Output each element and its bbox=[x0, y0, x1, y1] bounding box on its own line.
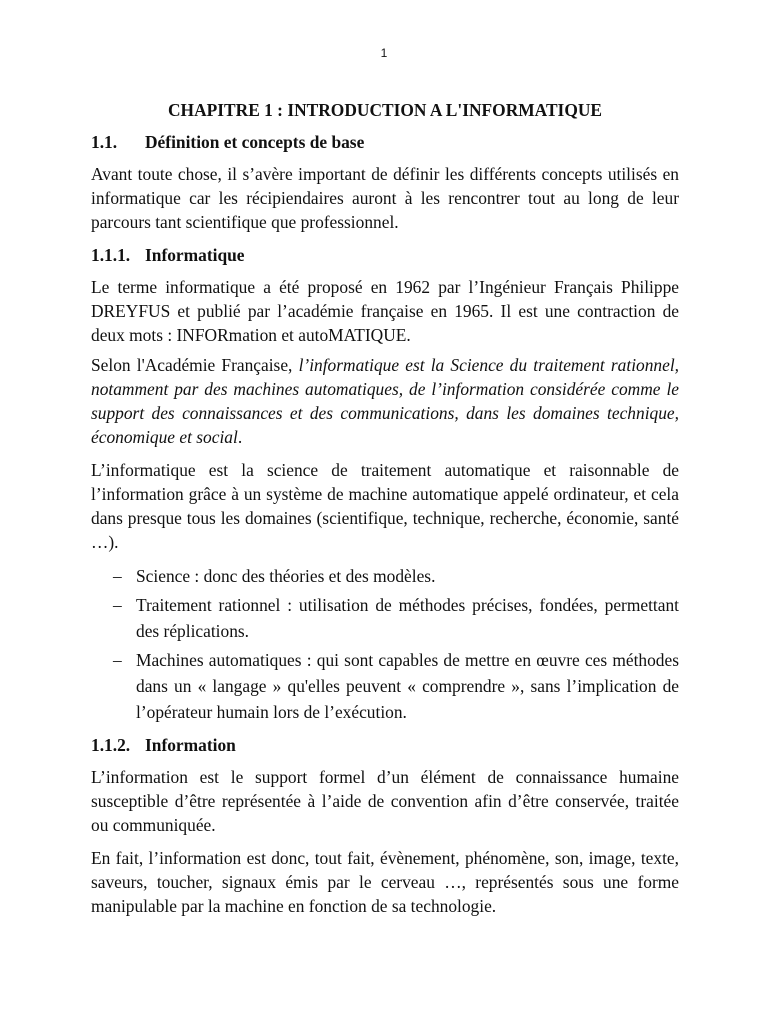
bullet-dash: – bbox=[113, 595, 122, 615]
bullet-text: Traitement rationnel : utilisation de méthodes précises, fondées, permettant des réplications. bbox=[136, 595, 679, 641]
bullet-text: Machines automatiques : qui sont capables de mettre en œuvre ces méthodes dans un « langage » qu'elles peuvent « comprendre », sans l’implication de l’opérateur humain lors de l’exécution. bbox=[136, 650, 679, 722]
definition-bullet-list bbox=[91, 563, 679, 725]
informatique-paragraph-2 bbox=[91, 353, 679, 449]
information-paragraph-1: L’information est le support formel d’un élément de connaissance humaine susceptible d’être représentée à l’aide de convention afin d’être conservée, traitée ou communiquée. bbox=[91, 767, 679, 835]
paragraph-lead: Selon l'Académie Française, bbox=[91, 355, 299, 375]
section-heading-1-1-1 bbox=[91, 243, 679, 267]
section-number: 1.1.1. bbox=[91, 245, 131, 265]
bullet-text: Science : donc des théories et des modèles. bbox=[136, 566, 436, 586]
section-heading-1-1-2 bbox=[91, 733, 679, 757]
paragraph-end: . bbox=[237, 427, 243, 447]
section-number: 1.1.2. bbox=[91, 735, 131, 755]
chapter-title: CHAPITRE 1 : INTRODUCTION A L'INFORMATIQUE bbox=[168, 100, 602, 120]
page-number: 1 bbox=[380, 46, 388, 60]
page-content bbox=[91, 98, 679, 927]
section-1-1-paragraph: Avant toute chose, il s’avère important de définir les différents concepts utilisés en informatique car les récipiendaires auront à les rencontrer tout au long de leur parcours tant scientifique que professionnel. bbox=[91, 164, 679, 232]
section-title: Information bbox=[145, 735, 236, 755]
list-item bbox=[91, 592, 679, 644]
informatique-paragraph-3: L’informatique est la science de traitement automatique et raisonnable de l’information grâce à un système de machine automatique appelé ordinateur, et cela dans presque tous les domaines (scientifique, technique, recherche, économie, santé …). bbox=[91, 460, 679, 552]
list-item bbox=[91, 647, 679, 725]
section-number: 1.1. bbox=[91, 132, 118, 152]
information-paragraph-2: En fait, l’information est donc, tout fait, évènement, phénomène, son, image, texte, saveurs, toucher, signaux émis par le cerveau …, représentés sous une forme manipulable par la machine en fonction de sa technologie. bbox=[91, 848, 679, 916]
bullet-dash: – bbox=[113, 650, 122, 670]
informatique-paragraph-1: Le terme informatique a été proposé en 1962 par l’Ingénieur Français Philippe DREYFUS et publié par l’académie française en 1965. Il est une contraction de deux mots : INFORmation et autoMATIQUE. bbox=[91, 277, 679, 345]
section-title: Informatique bbox=[145, 245, 245, 265]
bullet-dash: – bbox=[113, 566, 122, 586]
section-title: Définition et concepts de base bbox=[145, 132, 365, 152]
list-item bbox=[91, 563, 679, 589]
section-heading-1-1 bbox=[91, 130, 679, 154]
academie-definition-quote: l’informatique est la Science du traitement rationnel, notamment par des machines automatiques, de l’information considérée comme le support des connaissances et des communications, dans les domaines technique, économique et social bbox=[91, 355, 680, 447]
